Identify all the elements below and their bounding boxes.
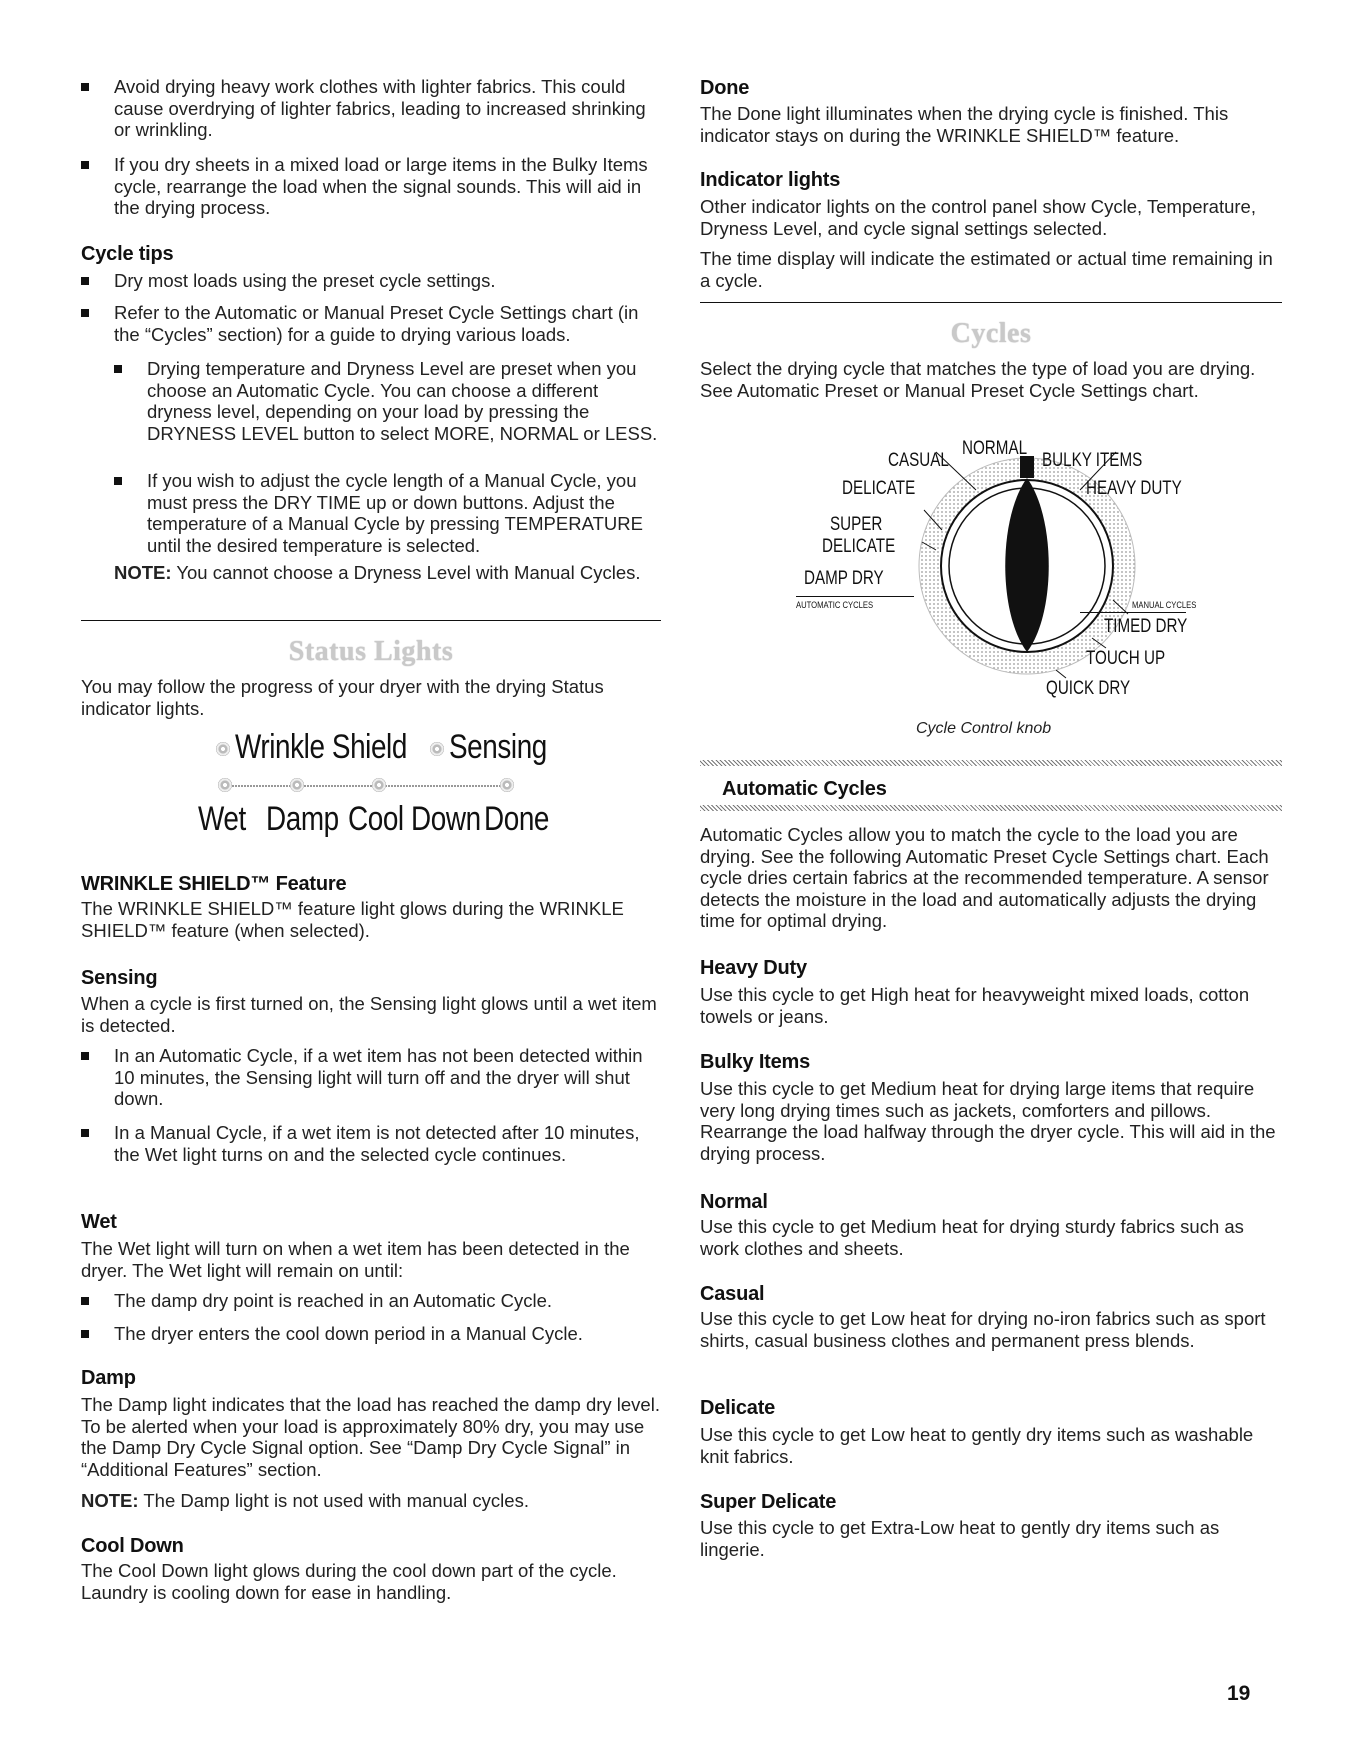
section-divider <box>700 302 1282 303</box>
damp-heading: Damp <box>81 1367 136 1389</box>
cycle-tips-sub-bullet-2: If you wish to adjust the cycle length of a Manual Cycle, you must press the DRY TIME up or down buttons. Adjust the temperature of a Manual Cycle by pressing TEMPERATURE until the desired temperature is selected. <box>147 470 667 556</box>
sensing-heading: Sensing <box>81 967 158 989</box>
knob-label-casual: CASUAL <box>888 450 949 471</box>
super-delicate-text: Use this cycle to get Extra-Low heat to gently dry items such as lingerie. <box>700 1517 1220 1560</box>
cycle-tips-sub-bullet-1: Drying temperature and Dryness Level are preset when you choose an Automatic Cycle. You can choose a different dryness level, depending on your load by pressing the DRYNESS LEVEL button to select MORE, NORMAL or LESS. <box>147 358 667 444</box>
knob-caption: Cycle Control knob <box>916 720 1052 737</box>
automatic-cycles-text: Automatic Cycles allow you to match the cycle to the load you are drying. See the following Automatic Preset Cycle Settings chart. Each cycle dries certain fabrics at the recommended temperature. A sensor detects the moisture in the load and automatically adjusts the drying time for optimal drying. <box>700 824 1269 931</box>
wrinkle-shield-light-icon <box>216 742 230 756</box>
wet-text: The Wet light will turn on when a wet item has been detected in the dryer. The Wet light will remain on until: <box>81 1238 630 1281</box>
wet-label: Wet <box>198 800 246 838</box>
automatic-cycles-heading: Automatic Cycles <box>722 778 887 800</box>
heavy-duty-text: Use this cycle to get High heat for heavyweight mixed loads, cotton towels or jeans. <box>700 984 1250 1027</box>
section-divider <box>81 620 661 621</box>
cool-down-light-icon <box>372 778 386 792</box>
wet-bullet-1: The damp dry point is reached in an Automatic Cycle. <box>114 1290 666 1312</box>
knob-label-manual-cycles: MANUAL CYCLES <box>1132 600 1197 610</box>
automatic-cycles-hatch-top <box>700 760 1282 766</box>
done-label: Done <box>484 800 550 838</box>
manual-cycles-rule <box>1080 612 1186 613</box>
knob-label-heavy-duty: HEAVY DUTY <box>1086 478 1182 499</box>
done-text: The Done light illuminates when the drying cycle is finished. This indicator stays on during the WRINKLE SHIELD™ feature. <box>700 103 1229 146</box>
intro-bullet-2: If you dry sheets in a mixed load or large items in the Bulky Items cycle, rearrange the load when the signal sounds. This will aid in the drying process. <box>114 154 664 219</box>
bulky-items-heading: Bulky Items <box>700 1051 811 1073</box>
knob-label-touch-up: TOUCH UP <box>1086 648 1166 669</box>
damp-light-icon <box>290 778 304 792</box>
wrinkle-shield-heading: WRINKLE SHIELD™ Feature <box>81 873 347 895</box>
cycle-tips-heading: Cycle tips <box>81 243 174 265</box>
automatic-cycles-rule <box>796 596 914 597</box>
intro-bullet-1: Avoid drying heavy work clothes with lighter fabrics. This could cause overdrying of lighter fabrics, leading to increased shrinking or wrinkling. <box>114 76 664 141</box>
progress-line <box>232 785 508 787</box>
wet-heading: Wet <box>81 1211 117 1233</box>
cycles-intro: Select the drying cycle that matches the type of load you are drying. See Automatic Preset or Manual Preset Cycle Settings chart. <box>700 358 1256 401</box>
damp-note: NOTE: The Damp light is not used with manual cycles. <box>81 1490 529 1511</box>
knob-label-automatic-cycles: AUTOMATIC CYCLES <box>796 600 874 610</box>
knob-label-normal: NORMAL <box>962 438 1028 459</box>
done-heading: Done <box>700 77 750 99</box>
sensing-label: Sensing <box>449 728 547 766</box>
knob-label-delicate: DELICATE <box>842 478 916 499</box>
sensing-text: When a cycle is first turned on, the Sensing light glows until a wet item is detected. <box>81 993 657 1036</box>
casual-heading: Casual <box>700 1283 765 1305</box>
sensing-bullet-1: In an Automatic Cycle, if a wet item has not been detected within 10 minutes, the Sensing light will turn off and the dryer will shut down. <box>114 1045 666 1110</box>
cool-down-label: Cool Down <box>348 800 481 838</box>
knob-label-bulky-items: BULKY ITEMS <box>1042 450 1143 471</box>
cycle-tips-note: NOTE: You cannot choose a Dryness Level with Manual Cycles. <box>114 562 641 583</box>
knob-label-timed-dry: TIMED DRY <box>1104 616 1188 637</box>
delicate-text: Use this cycle to get Low heat to gently dry items such as washable knit fabrics. <box>700 1424 1254 1467</box>
indicator-lights-text-1: Other indicator lights on the control panel show Cycle, Temperature, Dryness Level, and cycle signal settings selected. <box>700 196 1256 239</box>
done-light-icon <box>500 778 514 792</box>
bulky-items-text: Use this cycle to get Medium heat for drying large items that require very long drying times such as jackets, comforters and pillows. Rearrange the load halfway through the dryer cycle. This will aid in the drying process. <box>700 1078 1276 1164</box>
normal-text: Use this cycle to get Medium heat for drying sturdy fabrics such as work clothes and sheets. <box>700 1216 1244 1259</box>
damp-label: Damp <box>266 800 339 838</box>
cycle-tips-bullet-2: Refer to the Automatic or Manual Preset Cycle Settings chart (in the “Cycles” section) for a guide to drying various loads. <box>114 302 664 345</box>
automatic-cycles-hatch-bottom <box>700 805 1282 811</box>
wet-light-icon <box>218 778 232 792</box>
page-number: 19 <box>1227 1682 1251 1705</box>
cycle-tips-bullet-1: Dry most loads using the preset cycle settings. <box>114 270 664 292</box>
knob-label-damp-dry: DAMP DRY <box>804 568 884 589</box>
normal-heading: Normal <box>700 1191 768 1213</box>
heavy-duty-heading: Heavy Duty <box>700 957 807 979</box>
damp-text: The Damp light indicates that the load has reached the damp dry level. To be alerted when your load is approximately 80% dry, you may use the Damp Dry Cycle Signal option. See “Damp Dry Cycle Signal” in “Additional Features” section. <box>81 1394 660 1480</box>
status-lights-intro: You may follow the progress of your dryer with the drying Status indicator lights. <box>81 676 604 719</box>
delicate-heading: Delicate <box>700 1397 776 1419</box>
wet-bullet-2: The dryer enters the cool down period in a Manual Cycle. <box>114 1323 666 1345</box>
indicator-lights-heading: Indicator lights <box>700 169 841 191</box>
knob-label-super: SUPER <box>830 514 883 535</box>
sensing-light-icon <box>430 742 444 756</box>
cycles-title: Cycles <box>950 318 1032 349</box>
indicator-lights-text-2: The time display will indicate the estimated or actual time remaining in a cycle. <box>700 248 1273 291</box>
cool-down-text: The Cool Down light glows during the cool down part of the cycle. Laundry is cooling down for ease in handling. <box>81 1560 617 1603</box>
casual-text: Use this cycle to get Low heat for drying no-iron fabrics such as sport shirts, casual business clothes and permanent press blends. <box>700 1308 1266 1351</box>
sensing-bullet-2: In a Manual Cycle, if a wet item is not detected after 10 minutes, the Wet light turns on and the selected cycle continues. <box>114 1122 666 1165</box>
knob-label-quick-dry: QUICK DRY <box>1046 678 1131 699</box>
wrinkle-shield-label: Wrinkle Shield <box>235 728 407 766</box>
super-delicate-heading: Super Delicate <box>700 1491 837 1513</box>
status-lights-title: Status Lights <box>288 636 454 667</box>
wrinkle-shield-text: The WRINKLE SHIELD™ feature light glows during the WRINKLE SHIELD™ feature (when selected). <box>81 898 624 941</box>
knob-label-super-delicate: DELICATE <box>822 536 896 557</box>
cool-down-heading: Cool Down <box>81 1535 184 1557</box>
